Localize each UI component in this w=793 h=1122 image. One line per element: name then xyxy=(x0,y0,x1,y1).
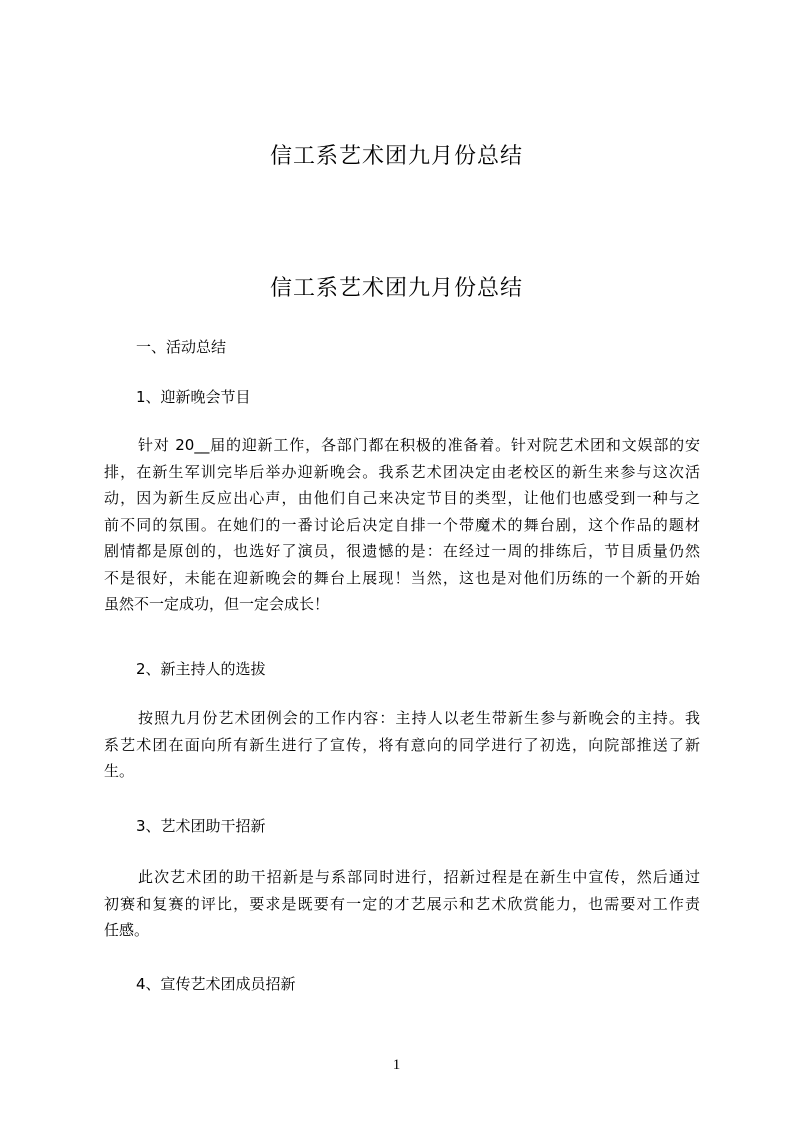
paragraph-line: 前不同的氛围。在她们的一番讨论后决定自排一个带魔术的舞台剧，这个作品的题材 xyxy=(104,515,700,534)
document-title: 信工系艺术团九月份总结 xyxy=(269,276,523,301)
paragraph-line: 按照九月份艺术团例会的工作内容：主持人以老生带新生参与新晚会的主持。我 xyxy=(138,709,700,727)
subsection-heading-welcome-party: 1、迎新晚会节目 xyxy=(136,388,251,406)
section-heading-summary: 一、活动总结 xyxy=(136,338,227,356)
paragraph-line: 任感。 xyxy=(104,921,150,939)
subsection-heading-member-recruitment: 4、宣传艺术团成员招新 xyxy=(136,975,296,993)
paragraph-assistant-recruitment xyxy=(104,864,700,944)
page-header-title: 信工系艺术团九月份总结 xyxy=(269,144,523,169)
subsection-heading-host-selection: 2、新主持人的选拔 xyxy=(136,660,266,678)
paragraph-line: 此次艺术团的助干招新是与系部同时进行，招新过程是在新生中宣传，然后通过 xyxy=(138,868,700,886)
paragraph-line: 针对 20__届的迎新工作，各部门都在积极的准备着。针对院艺术团和文娱部的安 xyxy=(138,436,700,454)
paragraph-line: 不是很好，未能在迎新晚会的舞台上展现！当然，这也是对他们历练的一个新的开始 xyxy=(104,568,700,587)
paragraph-line: 排，在新生军训完毕后举办迎新晚会。我系艺术团决定由老校区的新生来参与这次活 xyxy=(104,462,700,481)
paragraph-line: 剧情都是原创的，也选好了演员，很遗憾的是：在经过一周的排练后，节目质量仍然 xyxy=(104,542,700,560)
subsection-heading-assistant-recruitment: 3、艺术团助干招新 xyxy=(136,817,266,835)
paragraph-line: 虽然不一定成功，但一定会成长！ xyxy=(104,595,330,613)
paragraph-line: 生。 xyxy=(104,762,135,780)
page-number: 1 xyxy=(392,1057,401,1073)
paragraph-line: 初赛和复赛的评比，要求是既要有一定的才艺展示和艺术欣赏能力，也需要对工作责 xyxy=(104,894,700,913)
paragraph-host-selection xyxy=(104,705,700,785)
paragraph-line: 系艺术团在面向所有新生进行了宣传，将有意向的同学进行了初选，向院部推送了新 xyxy=(104,735,700,754)
paragraph-welcome-party xyxy=(104,432,700,618)
paragraph-line: 动，因为新生反应出心声，由他们自己来决定节目的类型，让他们也感受到一种与之 xyxy=(104,489,700,507)
